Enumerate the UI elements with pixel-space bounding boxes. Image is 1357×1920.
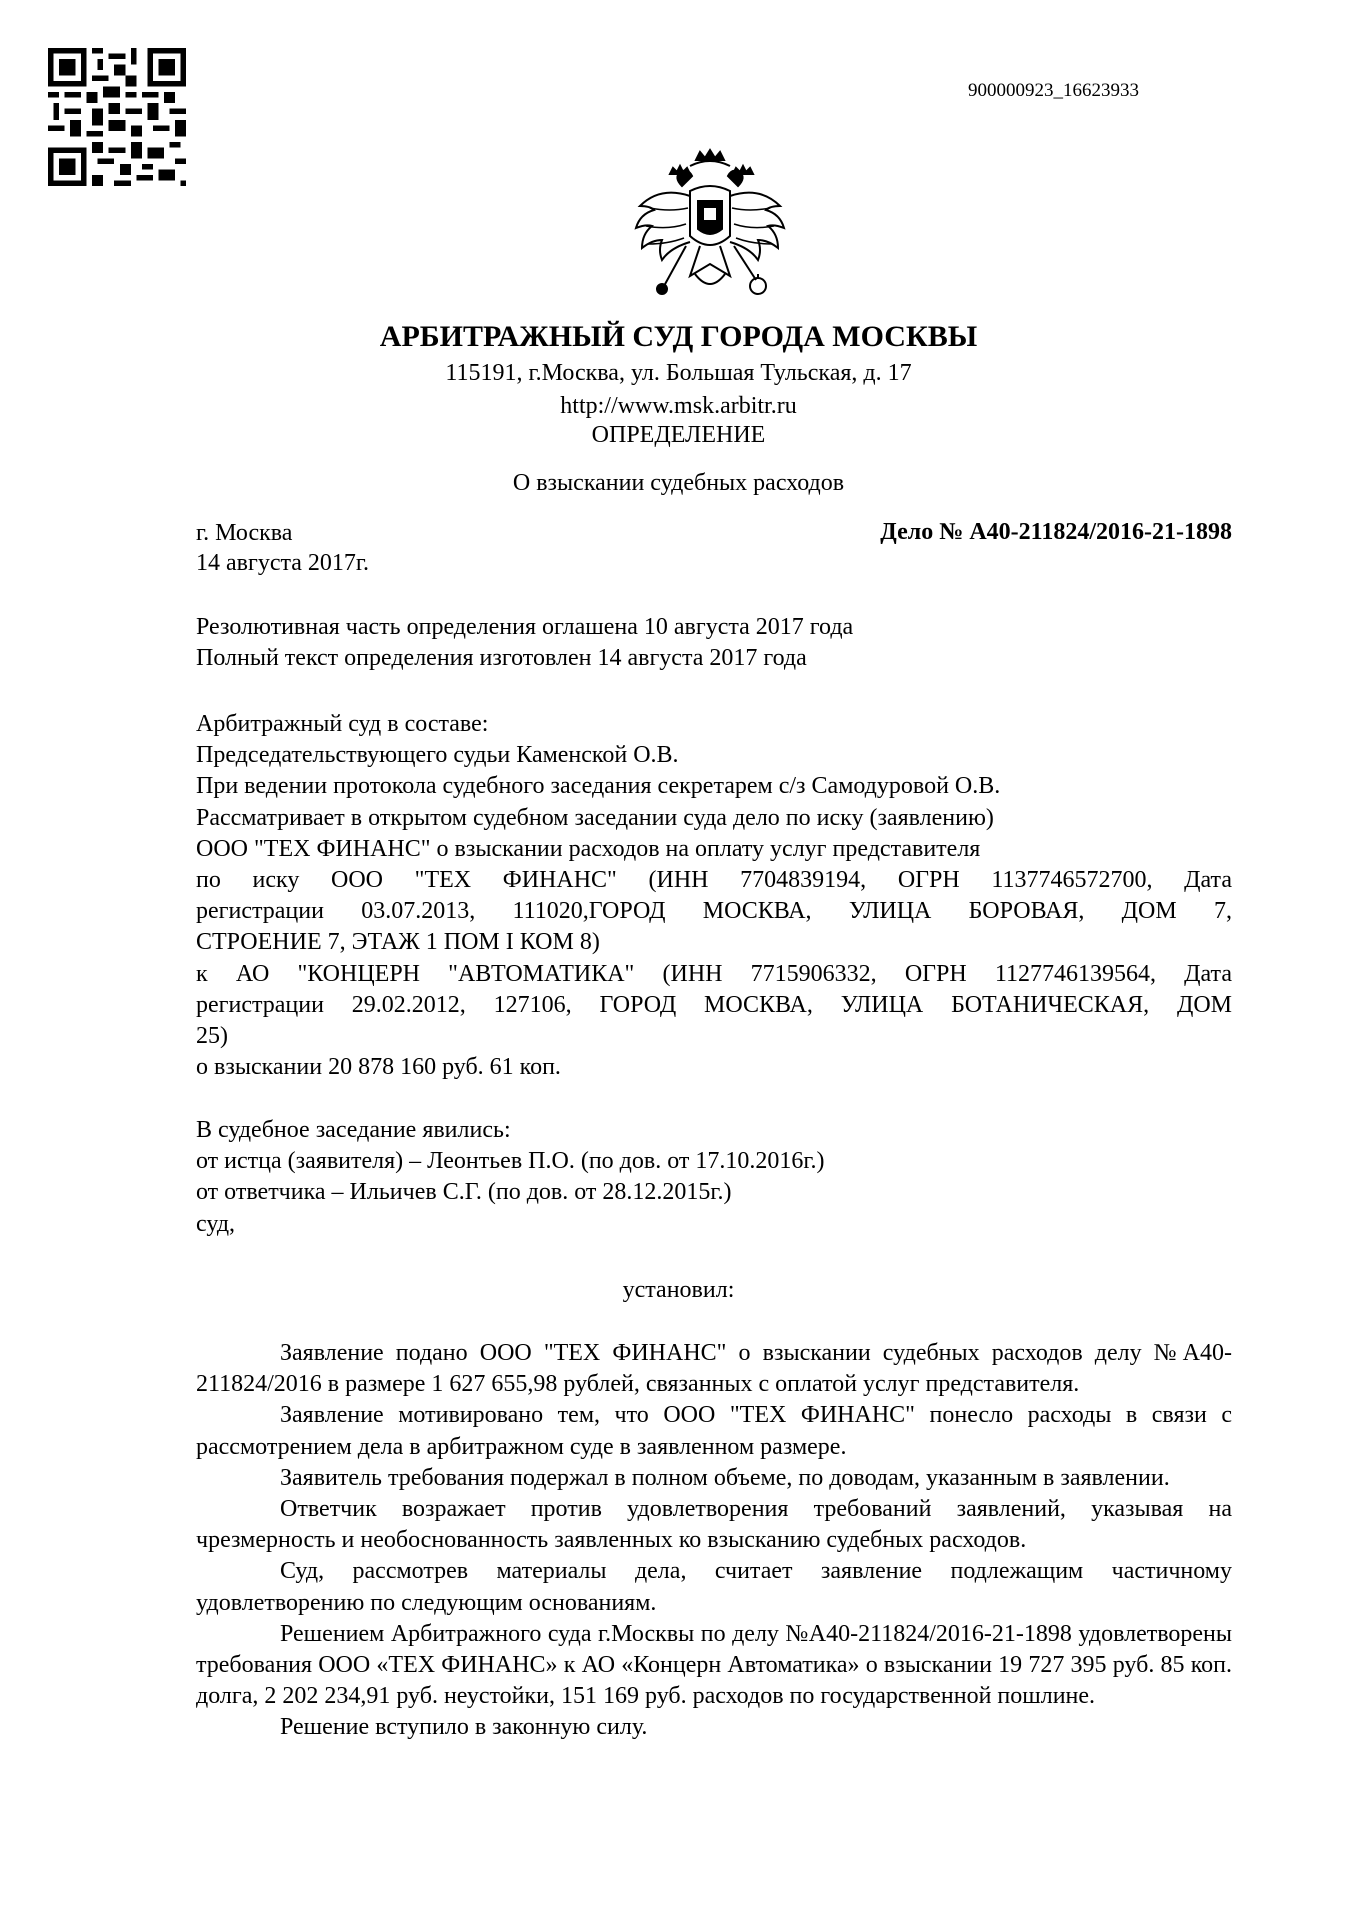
paragraph: Заявитель требования подержал в полном объеме, по доводам, указанным в заявлении. (280, 1464, 1170, 1491)
appearance-line: от истца (заявителя) – Леонтьев П.О. (по дов. от 17.10.2016г.) (196, 1148, 825, 1175)
claim-amount: о взыскании 20 878 160 руб. 61 коп. (196, 1054, 561, 1081)
qr-code-icon (48, 48, 186, 186)
document-date: 14 августа 2017г. (196, 550, 370, 576)
document-type: ОПРЕДЕЛЕНИЕ (591, 422, 766, 448)
court-name: АРБИТРАЖНЫЙ СУД ГОРОДА МОСКВЫ (379, 320, 978, 353)
appearance-block (196, 1115, 1232, 1240)
plaintiff-line: по иску ООО "ТЕХ ФИНАНС" (ИНН 7704839194, ОГРН 1137746572700, Дата (196, 867, 1232, 894)
appearance-line: В судебное заседание явились: (196, 1117, 511, 1143)
appearance-line: от ответчика – Ильичев С.Г. (по дов. от 28.12.2015г.) (196, 1179, 732, 1206)
russian-coat-of-arms-icon (630, 146, 790, 316)
main-text (196, 1338, 1232, 1744)
plaintiff-line: СТРОЕНИЕ 7, ЭТАЖ 1 ПОМ I КОМ 8) (196, 929, 600, 956)
document-subject: О взыскании судебных расходов (512, 470, 845, 496)
appearance-line: суд, (196, 1210, 236, 1237)
court-composition-block (196, 709, 1232, 1083)
document-id: 900000923_16623933 (968, 80, 1139, 101)
resolution-announced: Резолютивная часть определения оглашена 10 августа 2017 года (196, 614, 854, 640)
resolution-full-text: Полный текст определения изготовлен 14 августа 2017 года (196, 645, 807, 672)
established-heading: установил: (622, 1277, 735, 1303)
paragraph: Решением Арбитражного суда г.Москвы по делу №А40-211824/2016-21-1898 удовлетворены требования ООО «ТЕХ ФИНАНС» к АО «Концерн Автоматика» о взыскании 19 727 395 руб. 85 коп. долга, 2 202 234,91 руб. неустойки, 151 169 руб. расходов по государственной пошлине. (196, 1620, 1232, 1710)
court-address: 115191, г.Москва, ул. Большая Тульская, д. 17 (445, 360, 912, 386)
paragraph: Суд, рассмотрев материалы дела, считает заявление подлежащим частичному удовлетворению по следующим основаниям. (196, 1558, 1232, 1616)
defendant-line: к АО "КОНЦЕРН "АВТОМАТИКА" (ИНН 7715906332, ОГРН 1127746139564, Дата (196, 960, 1232, 987)
composition-line: Председательствующего судьи Каменской О.В. (196, 742, 679, 769)
plaintiff-line: регистрации 03.07.2013, 111020,ГОРОД МОСКВА, УЛИЦА БОРОВАЯ, ДОМ 7, (196, 898, 1232, 925)
defendant-line: 25) (196, 1023, 228, 1050)
court-url[interactable]: http://www.msk.arbitr.ru (560, 393, 797, 419)
composition-line: ООО "ТЕХ ФИНАНС" о взыскании расходов на оплату услуг представителя (196, 835, 981, 862)
paragraph: Заявление подано ООО "ТЕХ ФИНАНС" о взыскании судебных расходов делу №А40-211824/2016 в размере 1 627 655,98 рублей, связанных с оплатой услуг представителя. (196, 1340, 1232, 1398)
resolution-block (196, 612, 1232, 674)
composition-line: При ведении протокола судебного заседания секретарем с/з Самодуровой О.В. (196, 773, 1001, 800)
document-city: г. Москва (196, 520, 293, 546)
defendant-line: регистрации 29.02.2012, 127106, ГОРОД МОСКВА, УЛИЦА БОТАНИЧЕСКАЯ, ДОМ (196, 991, 1232, 1018)
case-number: Дело № А40-211824/2016-21-1898 (880, 519, 1232, 545)
composition-line: Рассматривает в открытом судебном заседании суда дело по иску (заявлению) (196, 804, 994, 831)
paragraph: Заявление мотивировано тем, что ООО "ТЕХ ФИНАНС" понесло расходы в связи с рассмотрением дела в арбитражном суде в заявленном размере. (196, 1402, 1232, 1460)
composition-line: Арбитражный суд в составе: (196, 711, 489, 737)
paragraph: Ответчик возражает против удовлетворения требований заявлений, указывая на чрезмерность и необоснованность заявленных ко взысканию судебных расходов. (196, 1496, 1232, 1554)
paragraph: Решение вступило в законную силу. (280, 1714, 648, 1741)
